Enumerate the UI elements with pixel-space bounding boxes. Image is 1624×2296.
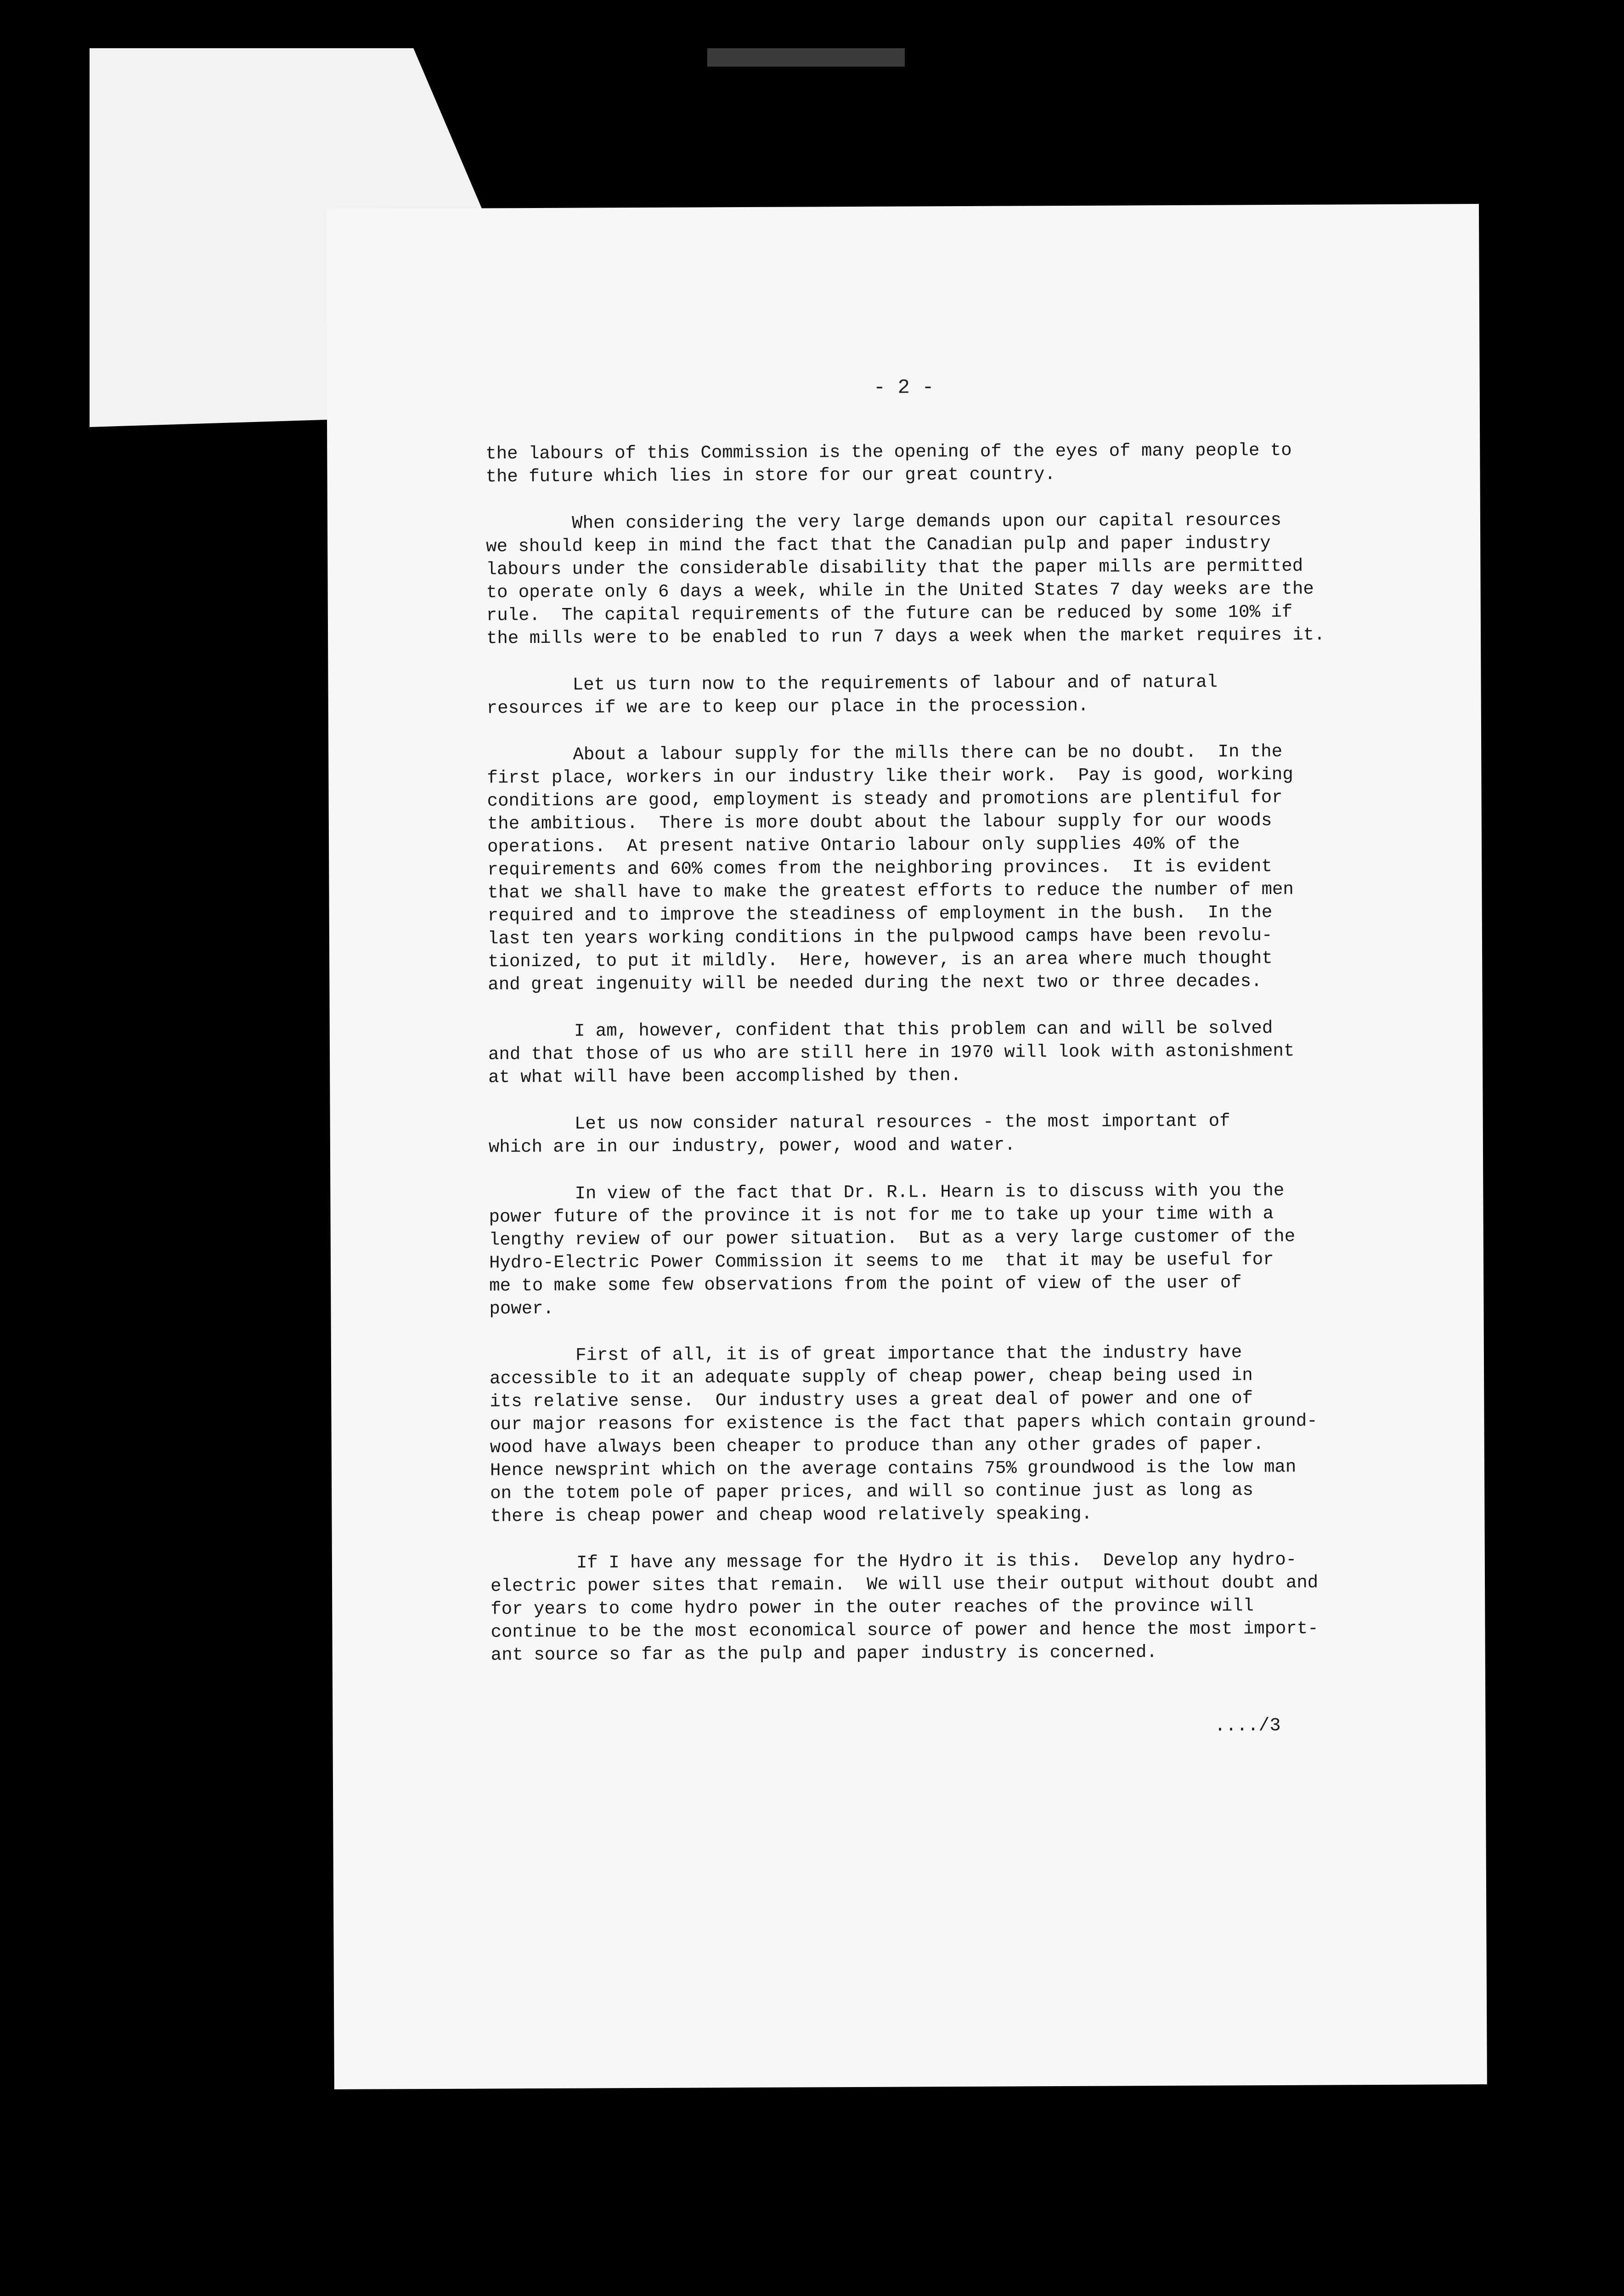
paragraph: About a labour supply for the mills there can be no doubt. In the first place, workers in our industry like their work. Pay is good, working conditions are good, employment is steady and promotions are plentiful for the ambitious. There is more doubt about the labour supply for our woods operations. At present native Ontario labour only supplies 40% of the requirements and 60% comes from the neighboring provinces. It is evident that we shall have to make the greatest efforts to reduce the number of men required and to improve the steadiness of employment in the bush. In the last ten years working conditions in the pulpwood camps have been revolu- tionized, to put it mildly. Here, however, is an area where much thought and great ingenuity will be needed during the next two or three decades. <box>487 741 1294 995</box>
body-text <box>485 439 1391 1691</box>
paragraph: If I have any message for the Hydro it is this. Develop any hydro- electric power sites that remain. We will use their output without doubt and for years to come hydro power in the outer reaches of the province will continue to be the most economical source of power and hence the most import- ant source so far as the pulp and paper industry is concerned. <box>490 1549 1319 1666</box>
paragraph: Let us now consider natural resources - the most important of which are in our industry, power, wood and water. <box>488 1111 1230 1158</box>
paragraph: First of all, it is of great importance that the industry have accessible to it an adequate supply of cheap power, cheap being used in its relative sense. Our industry uses a great deal of power and one of our major reasons for existence is the fact that papers which contain ground- wood have always been cheaper to produce than any other grades of paper. Hence newsprint which on the average contains 75% groundwood is the low man on the totem pole of paper prices, and will so continue just as long as there is cheap power and cheap wood relatively speaking. <box>489 1342 1318 1527</box>
page-number: - 2 - <box>873 376 934 400</box>
paragraph: When considering the very large demands upon our capital resources we should keep in mind the fact that the Canadian pulp and paper industry labours under the considerable disability that the paper mills are permitted to operate only 6 days a week, while in the United States 7 day weeks are the rule. The capital requirements of the future can be reduced by some 10% if the mills were to be enabled to run 7 days a week when the market requires it. <box>485 510 1325 649</box>
paragraph: the labours of this Commission is the opening of the eyes of many people to the future which lies in store for our great country. <box>485 440 1292 487</box>
continuation-marker: ..../3 <box>1214 1715 1281 1737</box>
paragraph: I am, however, confident that this problem can and will be solved and that those of us who are still here in 1970 will look with astonishment at what will have been accomplished by then. <box>488 1018 1295 1088</box>
scan-edge-strip <box>707 48 905 67</box>
paragraph: In view of the fact that Dr. R.L. Hearn is to discuss with you the power future of the province it is not for me to take up your time with a lengthy review of our power situation. But as a very large customer of the Hydro-Electric Power Commission it seems to me that it may be useful for me to make some few observations from the point of view of the user of power. <box>489 1180 1296 1319</box>
paragraph: Let us turn now to the requirements of labour and of natural resources if we are to keep our place in the procession. <box>486 672 1218 719</box>
document-page <box>326 204 1487 2089</box>
